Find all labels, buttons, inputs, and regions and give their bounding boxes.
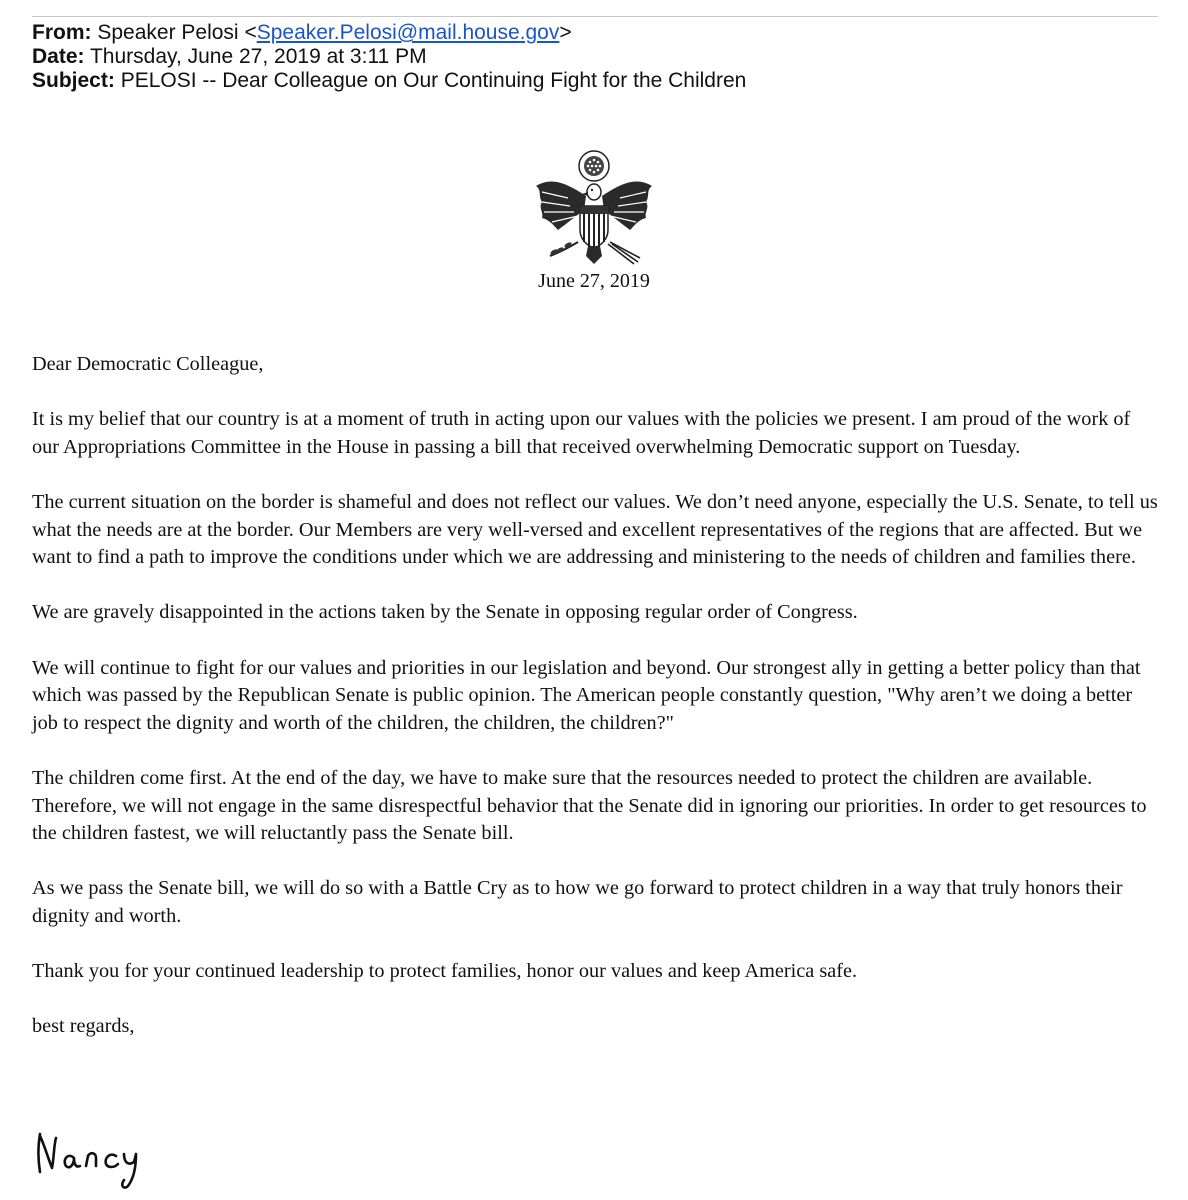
salutation: Dear Democratic Colleague, [32,353,264,375]
subject-row [32,69,1158,93]
date-row [32,45,1158,69]
paragraph-5: The children come first. At the end of the day, we have to make sure that the resources needed to protect the children are available. Therefore, we will not engage in the same disrespectful behavior that the Senate did in ignoring our priorities. In order to get resources to the children fastest, we will reluctantly pass the Senate bill. [32,766,1147,845]
paragraph-3: We are gravely disappointed in the actions taken by the Senate in opposing regular order of Congress. [32,601,858,624]
from-bracket-open: < [244,21,257,44]
date-label: Date: [32,45,85,68]
subject-label: Subject: [32,69,115,92]
great-seal-eagle-icon [528,146,660,270]
from-row [32,21,1158,45]
date-value: Thursday, June 27, 2019 at 3:11 PM [89,45,427,68]
letter-date: June 27, 2019 [538,270,650,292]
closing: best regards, [32,1015,135,1038]
from-bracket-close: > [559,21,572,44]
paragraph-2: The current situation on the border is shameful and does not reflect our values. We don’t need anyone, especially the U.S. Senate, to tell us what the needs are at the border. Our Members are very well-versed and excellent representatives of the regions that are affected. But we want to find a path to improve the conditions under which we are addressing and ministering to the needs of children and families there. [32,490,1158,569]
signature-nancy-icon [32,1118,182,1192]
paragraph-4: We will continue to fight for our values and priorities in our legislation and beyond. Our strongest ally in getting a better policy than that which was passed by the Republican Senate is public opinion. The American people constantly question, "Why aren’t we doing a better job to respect the dignity and worth of the children, the children, the children?" [32,656,1141,734]
paragraph-1: It is my belief that our country is at a moment of truth in acting upon our values with the policies we present. I am proud of the work of our Appropriations Committee in the House in passing a bill that received overwhelming Democratic support on Tuesday. [32,408,1131,458]
paragraph-6: As we pass the Senate bill, we will do so with a Battle Cry as to how we go forward to protect children in a way that truly honors their dignity and worth. [32,877,1123,927]
from-email-link[interactable]: Speaker.Pelosi@mail.house.gov [256,21,560,44]
email-header [32,16,1158,93]
subject-value: PELOSI -- Dear Colleague on Our Continuing Fight for the Children [120,69,747,92]
from-name: Speaker Pelosi [97,21,239,44]
paragraph-7: Thank you for your continued leadership to protect families, honor our values and keep America safe. [32,960,858,983]
letter-body [32,351,1162,1068]
from-label: From: [32,21,92,44]
